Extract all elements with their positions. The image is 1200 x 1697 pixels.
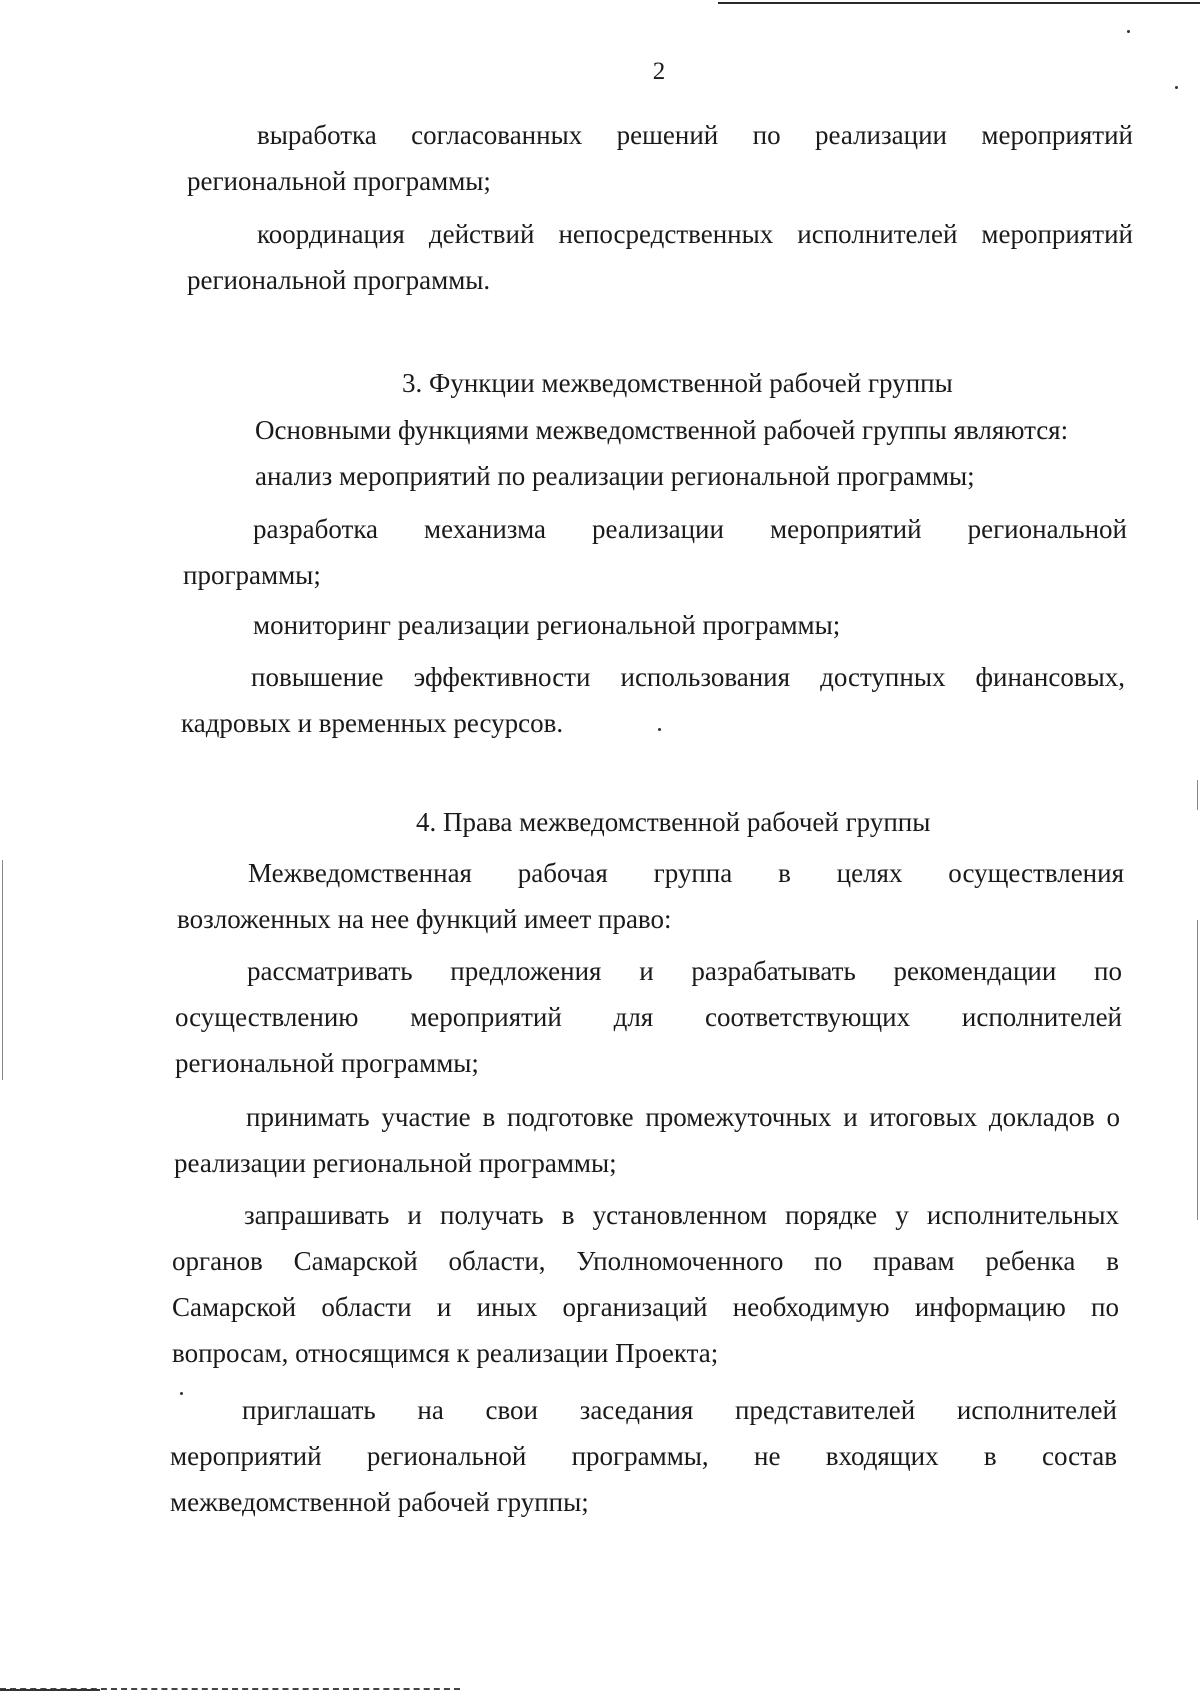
text-line: осуществлению мероприятий для соответствующих исполнителей <box>175 1002 1122 1032</box>
paragraph <box>187 112 1133 204</box>
paragraph <box>183 506 1127 598</box>
text-line: повышение эффективности использования доступных финансовых, <box>251 662 1125 692</box>
text-line: рассматривать предложения и разрабатывать рекомендации по <box>247 956 1122 986</box>
paragraph <box>175 948 1122 1086</box>
page-number: 2 <box>652 58 666 85</box>
text-line: реализации региональной программы; <box>174 1148 617 1178</box>
text-line: региональной программы; <box>187 166 491 196</box>
text-line: принимать участие в подготовке промежуточных и итоговых докладов о <box>246 1102 1120 1132</box>
text-line: возложенных на нее функций имеет право: <box>177 904 672 934</box>
scan-edge-mark <box>2 860 3 1080</box>
text-line: выработка согласованных решений по реализации мероприятий <box>257 120 1133 150</box>
text-line: межведомственной рабочей группы; <box>170 1487 589 1517</box>
text-line: координация действий непосредственных исполнителей мероприятий <box>257 219 1133 249</box>
text-line: Самарской области и иных организаций необходимую информацию по <box>172 1292 1119 1322</box>
paragraph <box>174 1094 1120 1186</box>
text-line: запрашивать и получать в установленном порядке у исполнительных <box>244 1200 1119 1230</box>
text-line: органов Самарской области, Уполномоченного по правам ребенка в <box>172 1246 1119 1276</box>
text-line: анализ мероприятий по реализации региональной программы; <box>255 461 975 491</box>
text-line: мероприятий региональной программы, не входящих в состав <box>170 1441 1117 1471</box>
paragraph <box>187 211 1133 303</box>
text-line: программы; <box>183 560 321 590</box>
scan-edge-mark <box>1197 780 1198 810</box>
scan-speck <box>1127 30 1130 33</box>
text-line: разработка механизма реализации мероприятий региональной <box>253 514 1127 544</box>
text-line: приглашать на свои заседания представителей исполнителей <box>242 1395 1117 1425</box>
section-heading: 4. Права межведомственной рабочей группы <box>416 807 931 837</box>
paragraph <box>181 654 1125 746</box>
text-line: региональной программы. <box>187 265 491 295</box>
paragraph <box>183 602 1127 648</box>
section-heading: 3. Функции межведомственной рабочей группы <box>402 368 953 398</box>
text-line: Основными функциями межведомственной рабочей группы являются: <box>255 415 1069 445</box>
text-line: региональной программы; <box>175 1048 479 1078</box>
scan-edge-mark <box>1197 920 1198 1220</box>
paragraph <box>177 850 1124 942</box>
paragraph <box>187 407 1133 453</box>
scan-speck <box>1175 86 1178 89</box>
text-line: вопросам, относящимся к реализации Проекта; <box>172 1338 719 1368</box>
paragraph <box>172 1192 1119 1376</box>
scan-edge-top <box>718 2 1200 4</box>
paragraph <box>187 453 1133 499</box>
scan-edge-bottom-solid <box>0 1689 100 1691</box>
text-line: Межведомственная рабочая группа в целях осуществления <box>248 858 1124 888</box>
text-line: кадровых и временных ресурсов. <box>181 708 564 738</box>
text-line: мониторинг реализации региональной программы; <box>253 610 841 640</box>
paragraph <box>170 1387 1117 1525</box>
